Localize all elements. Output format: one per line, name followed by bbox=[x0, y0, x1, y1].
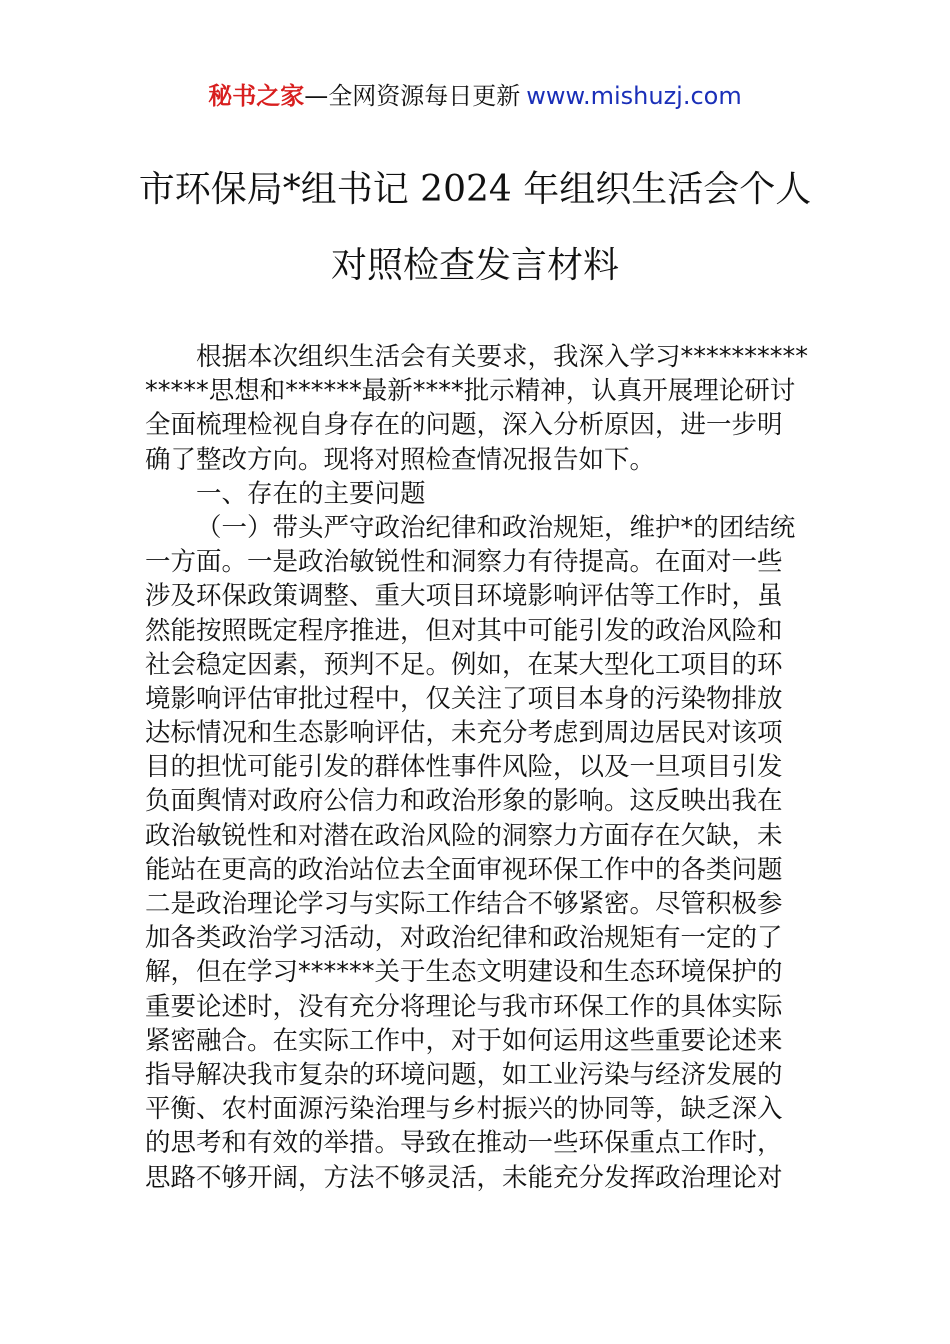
document-body bbox=[145, 340, 810, 1195]
body-line: 能站在更高的政治站位去全面审视环保工作中的各类问题 bbox=[145, 854, 783, 885]
body-line: 政治敏锐性和对潜在政治风险的洞察力方面存在欠缺，未 bbox=[145, 820, 783, 851]
site-url-link[interactable]: www.mishuzj.com bbox=[526, 82, 742, 110]
body-line: 平衡、农村面源污染治理与乡村振兴的协同等，缺乏深入 bbox=[145, 1094, 783, 1125]
title-line-1: 市环保局*组书记 2024 年组织生活会个人 bbox=[138, 169, 812, 210]
site-header bbox=[0, 80, 950, 112]
body-line: （一）带头严守政治纪律和政治规矩，维护*的团结统 bbox=[196, 512, 796, 543]
body-line: 社会稳定因素，预判不足。例如，在某大型化工项目的环 bbox=[145, 649, 783, 680]
body-line: 重要论述时，没有充分将理论与我市环保工作的具体实际 bbox=[145, 991, 783, 1022]
body-line: 境影响评估审批过程中，仅关注了项目本身的污染物排放 bbox=[145, 683, 783, 714]
body-line: 然能按照既定程序推进，但对其中可能引发的政治风险和 bbox=[145, 615, 783, 646]
body-line: 全面梳理检视自身存在的问题，深入分析原因，进一步明 bbox=[145, 410, 783, 441]
body-line: *****思想和******最新****批示精神，认真开展理论研讨 bbox=[145, 376, 796, 407]
body-line: 涉及环保政策调整、重大项目环境影响评估等工作时，虽 bbox=[145, 581, 783, 612]
body-line: 解，但在学习******关于生态文明建设和生态环境保护的 bbox=[145, 957, 783, 988]
body-line: 指导解决我市复杂的环境问题，如工业污染与经济发展的 bbox=[145, 1059, 783, 1090]
body-line: 确了整改方向。现将对照检查情况报告如下。 bbox=[145, 444, 656, 475]
document-title bbox=[100, 152, 850, 304]
body-line: 加各类政治学习活动，对政治纪律和政治规矩有一定的了 bbox=[145, 923, 783, 954]
body-line: 二是政治理论学习与实际工作结合不够紧密。尽管积极参 bbox=[145, 889, 783, 919]
section-heading: 一、存在的主要问题 bbox=[196, 478, 426, 509]
body-line: 达标情况和生态影响评估，未充分考虑到周边居民对该项 bbox=[145, 718, 783, 749]
body-line: 紧密融合。在实际工作中，对于如何运用这些重要论述来 bbox=[145, 1025, 783, 1056]
body-line: 一方面。一是政治敏锐性和洞察力有待提高。在面对一些 bbox=[145, 547, 783, 578]
body-line: 根据本次组织生活会有关要求，我深入学习********** bbox=[196, 342, 809, 372]
header-tagline: —全网资源每日更新 bbox=[304, 82, 521, 110]
brand-name: 秘书之家 bbox=[208, 82, 305, 110]
body-line: 负面舆情对政府公信力和政治形象的影响。这反映出我在 bbox=[145, 786, 783, 817]
body-line: 的思考和有效的举措。导致在推动一些环保重点工作时， bbox=[145, 1128, 783, 1159]
body-line: 目的担忧可能引发的群体性事件风险，以及一旦项目引发 bbox=[145, 752, 783, 783]
body-line: 思路不够开阔，方法不够灵活，未能充分发挥政治理论对 bbox=[145, 1162, 783, 1193]
title-line-2: 对照检查发言材料 bbox=[330, 245, 619, 286]
